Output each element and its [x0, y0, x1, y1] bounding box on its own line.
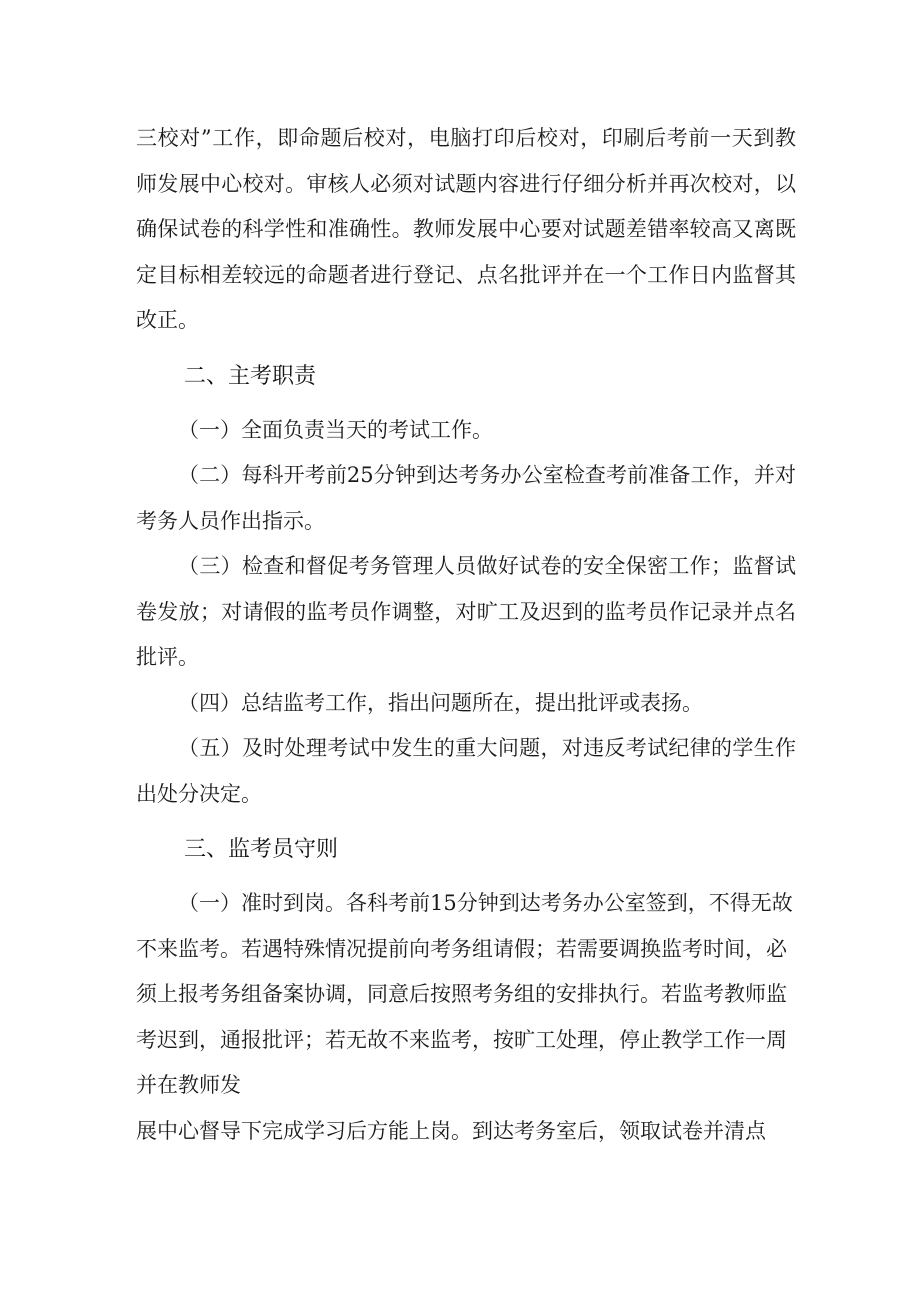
document-body — [136, 116, 796, 1154]
chief-duty-item-4: （四）总结监考工作，指出问题所在，提出批评或表扬。 — [178, 690, 703, 715]
section-heading-invigilator-rules: 三、监考员守则 — [184, 837, 339, 862]
section-heading-chief-examiner: 二、主考职责 — [184, 363, 317, 389]
invigilator-rule-item-1: （一）准时到岗。各科考前15分钟到达考务办公室签到，不得无故不来监考。若遇特殊情况提前向考务组请假；若需要调换监考时间，必须上报考务组备案协调，同意后按照考务组的安排执行。若监考教师监考迟到，通报批评；若无故不来监考，按旷工处理，停止教学工作一周并在教师发 — [136, 891, 793, 1097]
chief-duty-item-1: （一）全面负责当天的考试工作。 — [178, 417, 493, 442]
chief-duty-item-3: （三）检查和督促考务管理人员做好试卷的安全保密工作；监督试卷发放；对请假的监考员作调整，对旷工及迟到的监考员作记录并点名批评。 — [136, 554, 796, 669]
invigilator-rule-continuation: 展中心督导下完成学习后方能上岗。到达考务室后，领取试卷并清点 — [136, 1118, 766, 1143]
chief-duty-item-2: （二）每科开考前25分钟到达考务办公室检查考前准备工作，并对考务人员作出指示。 — [136, 463, 796, 533]
paragraph-proofreading: 三校对”工作，即命题后校对，电脑打印后校对，印刷后考前一天到教师发展中心校对。审核人必须对试题内容进行仔细分析并再次校对，以确保试卷的科学性和准确性。教师发展中心要对试题差错率较高又离既定目标相差较远的命题者进行登记、点名批评并在一个工作日内监督其改正。 — [136, 126, 796, 332]
chief-duty-item-5: （五）及时处理考试中发生的重大问题，对违反考试纪律的学生作出处分决定。 — [136, 736, 796, 806]
